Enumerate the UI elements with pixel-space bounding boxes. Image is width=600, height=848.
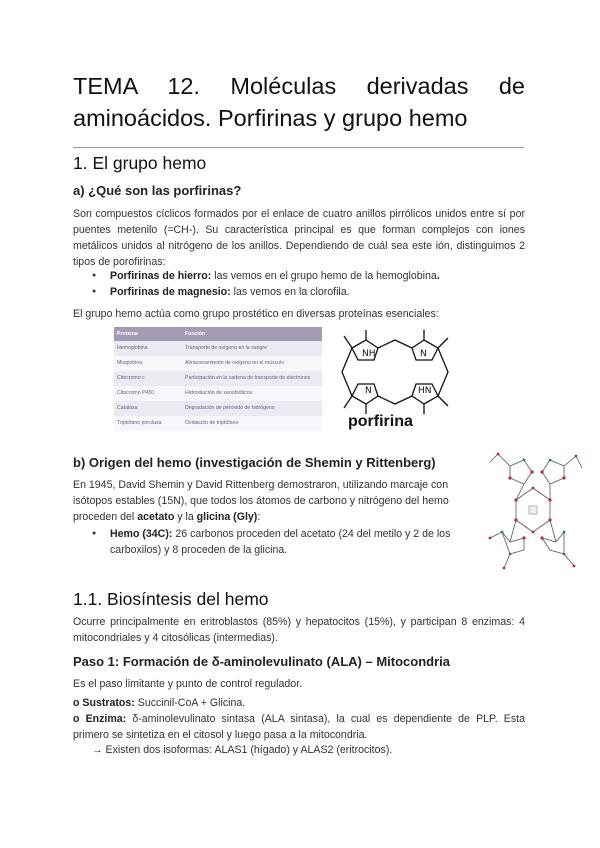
paragraph-text: :: [257, 511, 261, 523]
porfirina-structure-diagram: [330, 326, 460, 416]
bullet-text: 26 carbonos proceden del acetato (24 del metilo y 2 de los carboxilos) y 8 proceden de la glicina.: [110, 528, 451, 556]
table-cell: Hidroxilación de xenobióticos: [182, 386, 322, 401]
subheading-que-son-porfirinas: a) ¿Qué son las porfirinas?: [73, 183, 242, 198]
table-header-row: [114, 327, 322, 341]
isoformas-line: → Existen dos isoformas: ALAS1 (hígado) y ALAS2 (eritrocitos).: [92, 744, 393, 756]
bullet-text: las vemos en el grupo hemo de la hemoglobina: [211, 270, 437, 282]
acetato-term: acetato: [137, 511, 175, 523]
enzima-paragraph: [73, 711, 525, 743]
grupo-prostetico-paragraph: El grupo hemo actúa como grupo prostético en diversas proteínas esenciales:: [73, 308, 439, 320]
table-cell: Triptófano pirrolasa: [114, 416, 182, 431]
porfirina-label: porfirina: [348, 413, 413, 430]
shemin-rittenberg-paragraph: [73, 477, 473, 525]
table-row: [114, 386, 322, 401]
section-heading-grupo-hemo: 1. El grupo hemo: [73, 153, 207, 173]
paragraph-text: En 1945, David Shemin y David Rittenberg demostraron, utilizando marcaje con isótopos estables (15N), que todos los átomos de carbono y nitrógeno del hemo proceden del: [73, 479, 449, 523]
glicina-term: glicina (Gly): [196, 511, 258, 523]
table-row: [114, 371, 322, 386]
enzima-text: δ-aminolevulinato sintasa (ALA sintasa), la cual es dependiente de PLP. Esta primero se sintetiza en el citosol y luego pasa a la mitocondria.: [73, 713, 525, 741]
title-divider: [73, 147, 524, 148]
porfirinas-paragraph: Son compuestos cíclicos formados por el enlace de cuatro anillos pirrólicos unidos entre sí por puentes metenilo (=CH-). Su característica principal es que forman complejos con iones metálicos unidos al nitrógeno de los anillos. Dependiendo de cuál sea este ión, distinguimos 2 tipos de porofirinas:: [73, 208, 525, 268]
biosintesis-paragraph: Ocurre principalmente en eritroblastos (85%) y hepatocitos (15%), y participan 8 enzimas: 4 mitocondriales y 4 citosólicas (intermedias).: [73, 616, 525, 644]
table-header: Proteína: [114, 327, 182, 341]
bullet-bold-label: Porfirinas de magnesio:: [110, 286, 231, 298]
table-cell: Hemoglobina: [114, 341, 182, 356]
table-cell: Catalasa: [114, 401, 182, 416]
bullet-bold-label: Porfirinas de hierro:: [110, 270, 212, 282]
table-row: [114, 341, 322, 356]
n-label-2: N: [365, 386, 372, 396]
table-cell: Almacenamiento de oxígeno en el músculo: [182, 356, 322, 371]
bullet-bold-label: Hemo (34C):: [110, 528, 173, 540]
section-heading-biosintesis: 1.1. Biosíntesis del hemo: [73, 589, 269, 609]
porfirina-types-list: [73, 268, 525, 300]
table-row: [114, 401, 322, 416]
sustratos-label: o Sustratos:: [73, 697, 135, 709]
paso-limitante-line: Es el paso limitante y punto de control regulador.: [73, 678, 303, 690]
protein-function-table: [114, 327, 322, 431]
table-cell: Citocromo P450: [114, 386, 182, 401]
enzima-label: o Enzima:: [73, 713, 127, 725]
list-item: [73, 526, 473, 558]
table-cell: Degradación de peróxido de hidrógeno: [182, 401, 322, 416]
n-label-1: N: [420, 349, 427, 359]
table-row: [114, 416, 322, 431]
table-cell: Transporte de oxígeno en la sangre: [182, 341, 322, 356]
table-header: Función: [182, 327, 322, 341]
table-cell: Citocromo c: [114, 371, 182, 386]
hn-label: HN: [418, 386, 432, 396]
sustratos-text: Succinil-CoA + Glicina.: [134, 697, 246, 709]
paragraph-text: y la: [174, 511, 197, 523]
list-item: [73, 284, 525, 300]
table-cell: Mioglobina: [114, 356, 182, 371]
subheading-paso-1: Paso 1: Formación de δ-aminolevulinato (ALA) – Mitocondria: [73, 654, 450, 669]
table-cell: Participación en la cadena de transporte de electrones: [182, 371, 322, 386]
sustratos-line: [73, 695, 525, 711]
list-item: [73, 268, 525, 284]
subheading-origen-hemo: b) Origen del hemo (investigación de Shemin y Rittenberg): [73, 455, 436, 470]
document-title: TEMA 12. Moléculas derivadas de aminoácidos. Porfirinas y grupo hemo: [73, 73, 525, 131]
bullet-text: las vemos en la clorofila.: [230, 286, 350, 298]
bullet-tail: .: [436, 270, 440, 282]
nh-label-1: NH: [362, 349, 376, 359]
hemo-isotope-labeling-diagram: [480, 448, 586, 572]
table-cell: Oxidación de triptófano: [182, 416, 322, 431]
hemo-carbon-list: [73, 526, 473, 558]
table-row: [114, 356, 322, 371]
